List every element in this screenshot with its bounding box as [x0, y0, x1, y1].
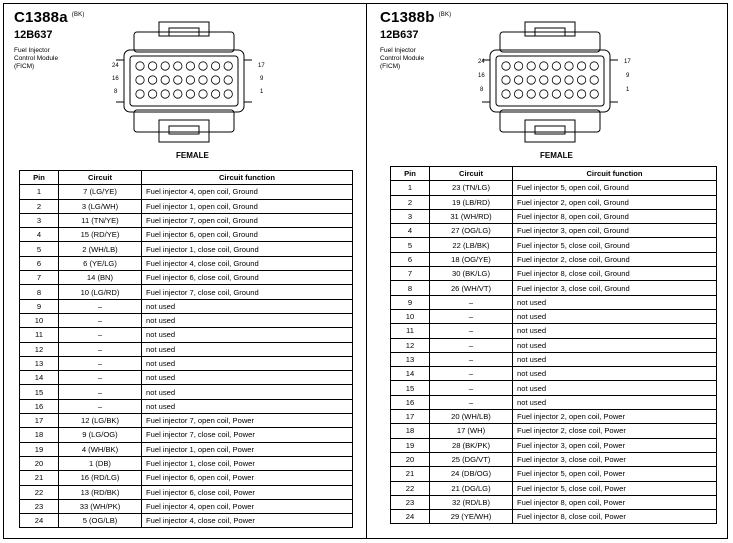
cell-pin: 2	[20, 199, 59, 213]
cell-function: Fuel injector 5, open coil, Ground	[513, 181, 717, 195]
table-row	[391, 295, 717, 309]
module-description: Fuel Injector Control Module (FICM)	[380, 47, 425, 70]
cell-function: Fuel injector 8, open coil, Power	[513, 495, 717, 509]
cell-pin: 6	[20, 256, 59, 270]
cell-circuit: –	[430, 367, 513, 381]
cell-circuit: 21 (DG/LG)	[430, 481, 513, 495]
pin-socket	[211, 76, 219, 84]
table-row	[20, 242, 353, 256]
cell-pin: 7	[20, 271, 59, 285]
cell-function: Fuel injector 7, open coil, Power	[142, 414, 353, 428]
pin-socket	[527, 62, 535, 70]
cell-pin: 3	[20, 213, 59, 227]
cell-pin: 19	[20, 442, 59, 456]
cell-function: Fuel injector 3, open coil, Ground	[513, 224, 717, 238]
table-row	[20, 485, 353, 499]
pin-socket	[161, 76, 169, 84]
table-row	[20, 471, 353, 485]
cell-circuit: 14 (BN)	[59, 271, 142, 285]
table-row	[391, 510, 717, 524]
cell-circuit: –	[59, 299, 142, 313]
pin-label: 1	[626, 87, 630, 93]
cell-pin: 6	[391, 252, 430, 266]
cell-circuit: 13 (RD/BK)	[59, 485, 142, 499]
table-row	[391, 424, 717, 438]
table-header	[20, 171, 353, 185]
cell-function: Fuel injector 4, open coil, Ground	[142, 185, 353, 199]
cell-function: not used	[513, 352, 717, 366]
cell-function: not used	[142, 299, 353, 313]
table-row	[20, 185, 353, 199]
cell-pin: 8	[20, 285, 59, 299]
cell-circuit: 3 (LG/WH)	[59, 199, 142, 213]
cell-function: not used	[142, 356, 353, 370]
table-row	[391, 452, 717, 466]
cell-function: Fuel injector 2, close coil, Power	[513, 424, 717, 438]
cell-circuit: 23 (TN/LG)	[430, 181, 513, 195]
cell-pin: 16	[20, 399, 59, 413]
pin-socket	[514, 76, 522, 84]
cell-circuit: –	[430, 338, 513, 352]
header-function: Circuit function	[513, 167, 717, 181]
cell-pin: 3	[391, 209, 430, 223]
cell-function: Fuel injector 3, close coil, Power	[513, 452, 717, 466]
cell-pin: 14	[20, 371, 59, 385]
cell-function: Fuel injector 4, open coil, Power	[142, 499, 353, 513]
pin-label: 1	[260, 89, 264, 95]
connector-id: C1388a $^{(BK)}$	[14, 9, 85, 26]
pin-socket	[148, 62, 156, 70]
cell-pin: 14	[391, 367, 430, 381]
pin-socket	[590, 90, 598, 98]
cell-pin: 13	[20, 356, 59, 370]
table-row	[391, 181, 717, 195]
cell-function: not used	[513, 395, 717, 409]
table-row	[391, 481, 717, 495]
pin-socket	[148, 90, 156, 98]
table-row	[391, 367, 717, 381]
cell-function: Fuel injector 7, open coil, Ground	[142, 213, 353, 227]
connector-panel-b	[370, 3, 730, 539]
table-row	[391, 467, 717, 481]
cell-pin: 12	[391, 338, 430, 352]
pinout-table	[390, 166, 717, 524]
cell-circuit: 33 (WH/PK)	[59, 499, 142, 513]
connector-panel-a	[4, 3, 364, 539]
pin-socket	[199, 62, 207, 70]
pin-label: 8	[114, 89, 118, 95]
table-row	[20, 299, 353, 313]
cell-pin: 2	[391, 195, 430, 209]
cell-function: Fuel injector 3, close coil, Ground	[513, 281, 717, 295]
cell-circuit: 6 (YE/LG)	[59, 256, 142, 270]
pin-socket	[174, 90, 182, 98]
header-pin: Pin	[20, 171, 59, 185]
female-label: FEMALE	[540, 151, 573, 160]
cell-pin: 20	[20, 456, 59, 470]
cell-function: Fuel injector 1, close coil, Power	[142, 456, 353, 470]
pin-socket	[174, 62, 182, 70]
cell-function: Fuel injector 8, close coil, Power	[513, 510, 717, 524]
cell-function: Fuel injector 7, close coil, Ground	[142, 285, 353, 299]
table-row	[20, 285, 353, 299]
cell-pin: 8	[391, 281, 430, 295]
connector-diagram	[470, 20, 630, 150]
table-row	[391, 195, 717, 209]
pin-label: 17	[258, 63, 265, 69]
cell-pin: 21	[20, 471, 59, 485]
pin-socket	[174, 76, 182, 84]
connector-tag: (BK)	[438, 12, 452, 18]
cell-function: not used	[513, 338, 717, 352]
pin-socket	[577, 62, 585, 70]
cell-function: Fuel injector 8, open coil, Ground	[513, 209, 717, 223]
cell-pin: 24	[20, 514, 59, 528]
cell-function: Fuel injector 8, close coil, Ground	[513, 267, 717, 281]
header-circuit: Circuit	[430, 167, 513, 181]
cell-pin: 15	[20, 385, 59, 399]
cell-pin: 11	[391, 324, 430, 338]
table-row	[20, 399, 353, 413]
cell-function: not used	[142, 385, 353, 399]
cell-pin: 22	[391, 481, 430, 495]
cell-function: Fuel injector 1, close coil, Ground	[142, 242, 353, 256]
cell-circuit: –	[430, 395, 513, 409]
cell-circuit: 30 (BK/LG)	[430, 267, 513, 281]
cell-pin: 18	[391, 424, 430, 438]
table-row	[391, 381, 717, 395]
table-row	[391, 252, 717, 266]
table-row	[20, 356, 353, 370]
cell-circuit: 10 (LG/RD)	[59, 285, 142, 299]
cell-circuit: –	[430, 309, 513, 323]
pin-socket	[552, 62, 560, 70]
cell-circuit: –	[59, 356, 142, 370]
cell-circuit: 32 (RD/LB)	[430, 495, 513, 509]
cell-pin: 18	[20, 428, 59, 442]
header-circuit: Circuit	[59, 171, 142, 185]
pin-socket	[186, 90, 194, 98]
cell-pin: 4	[20, 228, 59, 242]
connector-tag: (BK)	[71, 12, 85, 18]
pin-socket	[502, 62, 510, 70]
cell-function: Fuel injector 5, open coil, Power	[513, 467, 717, 481]
pin-socket	[199, 90, 207, 98]
cell-pin: 9	[391, 295, 430, 309]
pin-socket	[514, 90, 522, 98]
cell-function: Fuel injector 2, open coil, Power	[513, 410, 717, 424]
cell-pin: 21	[391, 467, 430, 481]
connector-id: C1388b $^{(BK)}$	[380, 9, 452, 26]
cell-circuit: 22 (LB/BK)	[430, 238, 513, 252]
cell-pin: 5	[20, 242, 59, 256]
cell-circuit: –	[430, 295, 513, 309]
table-row	[20, 256, 353, 270]
table-row	[20, 428, 353, 442]
cell-circuit: 15 (RD/YE)	[59, 228, 142, 242]
cell-pin: 15	[391, 381, 430, 395]
cell-pin: 17	[20, 414, 59, 428]
cell-pin: 12	[20, 342, 59, 356]
cell-circuit: –	[59, 328, 142, 342]
table-row	[20, 342, 353, 356]
cell-circuit: –	[59, 385, 142, 399]
cell-circuit: –	[59, 342, 142, 356]
pin-socket	[540, 62, 548, 70]
pin-label: 17	[624, 59, 631, 65]
cell-function: not used	[142, 342, 353, 356]
cell-pin: 1	[391, 181, 430, 195]
cell-circuit: 12 (LG/BK)	[59, 414, 142, 428]
cell-circuit: 28 (BK/PK)	[430, 438, 513, 452]
pin-label: 24	[478, 59, 485, 65]
pin-socket	[502, 90, 510, 98]
pin-socket	[540, 76, 548, 84]
cell-function: Fuel injector 1, open coil, Ground	[142, 199, 353, 213]
cell-pin: 20	[391, 452, 430, 466]
pin-socket	[502, 76, 510, 84]
cell-circuit: 7 (LG/YE)	[59, 185, 142, 199]
pin-socket	[199, 76, 207, 84]
cell-circuit: –	[430, 381, 513, 395]
table-row	[391, 352, 717, 366]
cell-function: Fuel injector 2, close coil, Ground	[513, 252, 717, 266]
cell-circuit: 26 (WH/VT)	[430, 281, 513, 295]
cell-pin: 1	[20, 185, 59, 199]
cell-pin: 22	[20, 485, 59, 499]
header-pin: Pin	[391, 167, 430, 181]
cell-function: Fuel injector 6, close coil, Ground	[142, 271, 353, 285]
cell-function: Fuel injector 3, open coil, Power	[513, 438, 717, 452]
cell-circuit: 5 (OG/LB)	[59, 514, 142, 528]
table-row	[20, 414, 353, 428]
cell-function: not used	[142, 313, 353, 327]
cell-function: not used	[513, 309, 717, 323]
cell-pin: 7	[391, 267, 430, 281]
pin-label: 16	[478, 73, 485, 79]
pin-socket	[577, 76, 585, 84]
table-row	[391, 209, 717, 223]
pin-socket	[565, 62, 573, 70]
cell-circuit: 9 (LG/OG)	[59, 428, 142, 442]
pin-socket	[148, 76, 156, 84]
connector-diagram	[104, 20, 264, 150]
table-row	[391, 410, 717, 424]
table-row	[391, 395, 717, 409]
part-number: 12B637	[380, 29, 419, 41]
cell-circuit: 31 (WH/RD)	[430, 209, 513, 223]
pin-socket	[565, 90, 573, 98]
cell-circuit: 25 (DG/VT)	[430, 452, 513, 466]
cell-circuit: 24 (DB/OG)	[430, 467, 513, 481]
cell-circuit: 18 (OG/YE)	[430, 252, 513, 266]
table-header	[391, 167, 717, 181]
pin-socket	[224, 62, 232, 70]
cell-pin: 23	[20, 499, 59, 513]
pin-socket	[186, 76, 194, 84]
pin-socket	[552, 76, 560, 84]
pin-socket	[136, 76, 144, 84]
pin-socket	[161, 90, 169, 98]
cell-function: not used	[142, 328, 353, 342]
table-row	[20, 499, 353, 513]
cell-circuit: 1 (DB)	[59, 456, 142, 470]
cell-pin: 4	[391, 224, 430, 238]
cell-circuit: –	[430, 324, 513, 338]
table-row	[391, 267, 717, 281]
table-row	[20, 271, 353, 285]
cell-function: Fuel injector 5, close coil, Power	[513, 481, 717, 495]
table-row	[20, 328, 353, 342]
cell-circuit: 11 (TN/YE)	[59, 213, 142, 227]
pin-socket	[136, 62, 144, 70]
cell-function: Fuel injector 1, open coil, Power	[142, 442, 353, 456]
cell-circuit: 29 (YE/WH)	[430, 510, 513, 524]
cell-pin: 24	[391, 510, 430, 524]
pin-socket	[552, 90, 560, 98]
table-row	[391, 224, 717, 238]
cell-pin: 11	[20, 328, 59, 342]
table-row	[391, 309, 717, 323]
pin-socket	[211, 62, 219, 70]
pin-socket	[527, 76, 535, 84]
cell-function: not used	[513, 324, 717, 338]
cell-pin: 23	[391, 495, 430, 509]
pin-socket	[136, 90, 144, 98]
cell-pin: 16	[391, 395, 430, 409]
table-row	[20, 514, 353, 528]
pin-socket	[224, 76, 232, 84]
table-row	[20, 228, 353, 242]
table-row	[391, 338, 717, 352]
part-number: 12B637	[14, 29, 53, 41]
cell-circuit: 20 (WH/LB)	[430, 410, 513, 424]
table-row	[391, 324, 717, 338]
cell-function: not used	[513, 367, 717, 381]
cell-circuit: 17 (WH)	[430, 424, 513, 438]
pin-socket	[161, 62, 169, 70]
pin-socket	[186, 62, 194, 70]
table-row	[391, 281, 717, 295]
cell-circuit: –	[59, 371, 142, 385]
cell-pin: 13	[391, 352, 430, 366]
table-row	[20, 313, 353, 327]
pin-socket	[224, 90, 232, 98]
pin-label: 8	[480, 87, 484, 93]
table-row	[20, 213, 353, 227]
table-row	[391, 495, 717, 509]
cell-function: not used	[513, 295, 717, 309]
cell-circuit: 4 (WH/BK)	[59, 442, 142, 456]
header-function: Circuit function	[142, 171, 353, 185]
pin-label: 16	[112, 76, 119, 82]
pin-socket	[540, 90, 548, 98]
cell-function: Fuel injector 4, close coil, Power	[142, 514, 353, 528]
pin-socket	[590, 62, 598, 70]
pinout-table	[19, 170, 353, 528]
cell-pin: 17	[391, 410, 430, 424]
table-row	[391, 238, 717, 252]
cell-function: Fuel injector 7, close coil, Power	[142, 428, 353, 442]
cell-circuit: –	[59, 399, 142, 413]
cell-pin: 5	[391, 238, 430, 252]
pin-label: 9	[626, 73, 630, 79]
table-row	[391, 438, 717, 452]
center-divider	[366, 3, 367, 539]
cell-pin: 9	[20, 299, 59, 313]
table-row	[20, 371, 353, 385]
table-row	[20, 442, 353, 456]
pin-label: 24	[112, 63, 119, 69]
cell-function: Fuel injector 2, open coil, Ground	[513, 195, 717, 209]
pin-socket	[565, 76, 573, 84]
cell-circuit: 27 (OG/LG)	[430, 224, 513, 238]
pin-socket	[527, 90, 535, 98]
cell-function: not used	[142, 399, 353, 413]
cell-circuit: 2 (WH/LB)	[59, 242, 142, 256]
pin-socket	[514, 62, 522, 70]
table-row	[20, 385, 353, 399]
pin-socket	[211, 90, 219, 98]
table-row	[20, 199, 353, 213]
pin-socket	[590, 76, 598, 84]
cell-pin: 10	[20, 313, 59, 327]
pin-label: 9	[260, 76, 264, 82]
cell-circuit: –	[430, 352, 513, 366]
cell-function: Fuel injector 6, open coil, Ground	[142, 228, 353, 242]
cell-function: not used	[142, 371, 353, 385]
pin-socket	[577, 90, 585, 98]
cell-circuit: –	[59, 313, 142, 327]
cell-function: Fuel injector 6, open coil, Power	[142, 471, 353, 485]
cell-function: Fuel injector 5, close coil, Ground	[513, 238, 717, 252]
cell-pin: 10	[391, 309, 430, 323]
cell-circuit: 19 (LB/RD)	[430, 195, 513, 209]
cell-function: not used	[513, 381, 717, 395]
cell-pin: 19	[391, 438, 430, 452]
cell-function: Fuel injector 6, close coil, Power	[142, 485, 353, 499]
cell-function: Fuel injector 4, close coil, Ground	[142, 256, 353, 270]
female-label: FEMALE	[176, 151, 209, 160]
module-description: Fuel Injector Control Module (FICM)	[14, 47, 59, 70]
cell-circuit: 16 (RD/LG)	[59, 471, 142, 485]
table-row	[20, 456, 353, 470]
